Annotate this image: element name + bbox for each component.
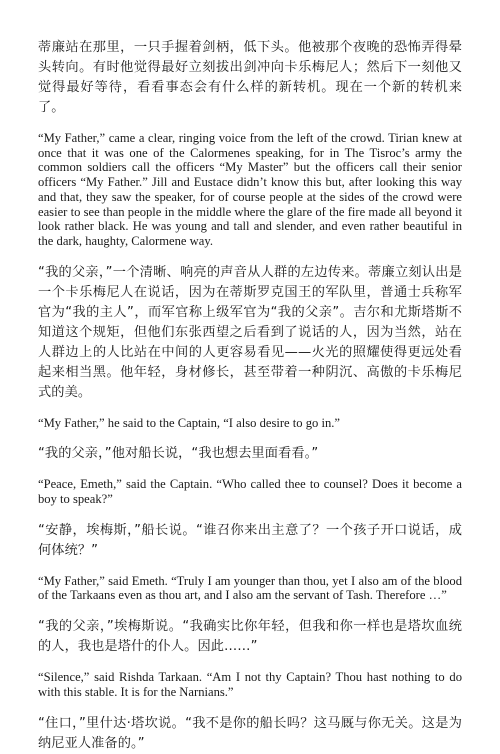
paragraph-zh-2: “我的父亲，”一个清晰、响亮的声音从人群的左边传来。蒂廉立刻认出是一个卡乐梅尼人在说话，因为在蒂斯罗克国王的军队里，普通士兵称军官为“我的主人”，而军官称上级军官为“我的父亲”。吉尔和尤斯塔斯不知道这个规矩，但他们东张西望之后看到了说话的人，因为当然，站在人群边上的人比站在中间的人更容易看见——火光的照耀使得更远处看起来相当黑。他年轻，身材修长，甚至带着一种阴沉、高傲的卡乐梅尼式的美。	[38, 264, 462, 400]
paragraph-en-4: “My Father,” said Emeth. “Truly I am younger than thou, yet I also am of the blood of the Tarkaans even as thou art, and I also am the servant of Tash. Therefore …”	[38, 573, 462, 603]
paragraph-en-3: “Peace, Emeth,” said the Captain. “Who called thee to counsel? Does it become a boy to speak?”	[38, 477, 462, 507]
paragraph-en-2: “My Father,” he said to the Captain, “I also desire to go in.”	[38, 415, 341, 430]
paragraph-zh-3: “我的父亲，”他对船长说，“我也想去里面看看。”	[38, 446, 319, 462]
paragraph-zh-6: “住口，”里什达·塔坎说。“我不是你的船长吗？这马厩与你无关。这是为纳尼亚人准备的。”	[38, 715, 462, 751]
paragraph-zh-5: “我的父亲，”埃梅斯说。“我确实比你年轻，但我和你一样也是塔坎血统的人，我也是塔什的仆人。因此……”	[38, 619, 462, 655]
paragraph-zh-1: 蒂廉站在那里，一只手握着剑柄，低下头。他被那个夜晚的恐怖弄得晕头转向。有时他觉得最好立刻拔出剑冲向卡乐梅尼人；然后下一刻他又觉得最好等待，看看事态会有什么样的新转机。现在一个新的转机来了。	[38, 40, 462, 115]
paragraph-en-5: “Silence,” said Rishda Tarkaan. “Am I not thy Captain? Thou hast nothing to do with this stable. It is for the Narnians.”	[38, 670, 462, 699]
paragraph-zh-4: “安静，埃梅斯，”船长说。“谁召你来出主意了？一个孩子开口说话，成何体统？”	[38, 522, 462, 558]
book-page	[38, 38, 462, 754]
paragraph-en-1: “My Father,” came a clear, ringing voice from the left of the crowd. Tirian knew at once that it was one of the Calormenes speaking, for in The Tisroc’s army the common soldiers call the officers “My Master” but the officers call their senior officers “My Father.” Jill and Eustace didn’t know this but, after looking this way and that, they saw the speaker, for of course people at the sides of the crowd were easier to see than people in the middle where the glare of the fire made all beyond it look rather black. He was young and tall and slender, and even rather beautiful in the dark, haughty, Calormene way.	[38, 131, 462, 248]
